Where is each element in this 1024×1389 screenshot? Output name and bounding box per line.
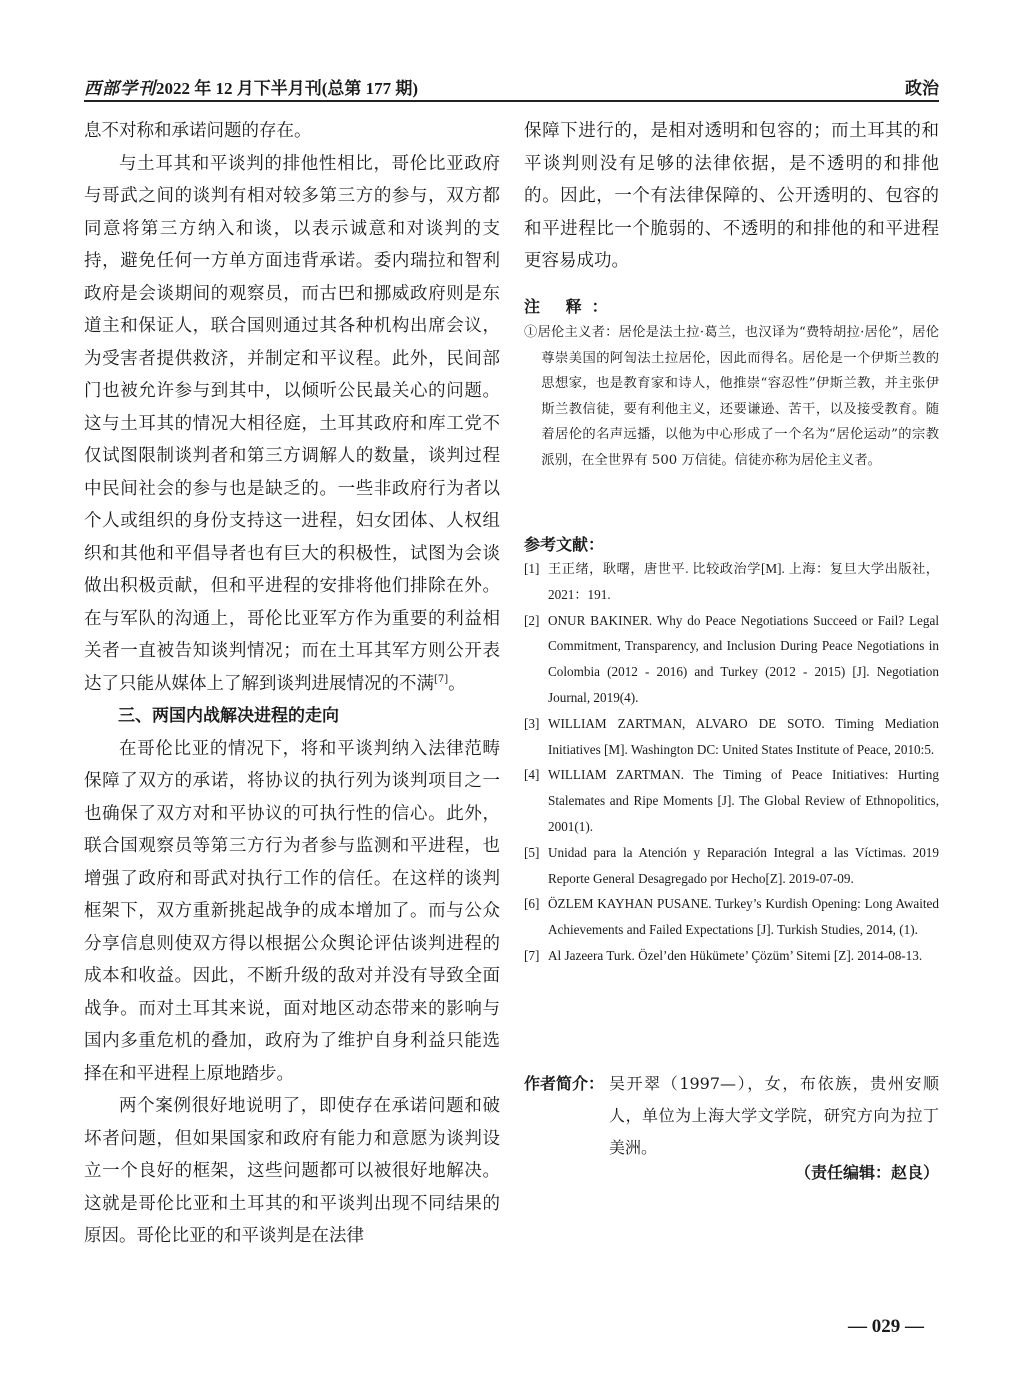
paragraph: 保障下进行的，是相对透明和包容的；而土耳其的和平谈判则没有足够的法律依据，是不透明的和排他的。因此，一个有法律保障的、公开透明的、包容的和平进程比一个脆弱的、不透明的和排他的和平进程更容易成功。 (524, 121, 939, 271)
citation[interactable]: [7] (434, 673, 449, 685)
paragraph-text: 与土耳其和平谈判的排他性相比，哥伦比亚政府与哥武之间的谈判有相对较多第三方的参与，双方都同意将第三方纳入和谈，以表示诚意和对谈判的支持，避免任何一方单方面违背承诺。委内瑞拉和智利政府是会谈期间的观察员，而古巴和挪威政府则是东道主和保证人，联合国则通过其各种机构出席会议，为受害者提供救济，并制定和平议程。此外，民间部门也被允许参与到其中，以倾听公民最关心的问题。这与土耳其的情况大相径庭，土耳其政府和库工党不仅试图限制谈判者和第三方调解人的数量，谈判过程中民间社会的参与也是缺乏的。一些非政府行为者以个人或组织的身份支持这一进程，妇女团体、人权组织和其他和平倡导者也有巨大的积极性，试图为会谈做出积极贡献，但和平进程的安排将他们排除在外。在与军队的沟通上，哥伦比亚军方作为重要的利益相关者一直被告知谈判情况；而在土耳其军方则公开表达了只能从媒体上了解到谈判进展情况的不满 (84, 153, 500, 694)
header-journal-info (84, 74, 418, 99)
left-column (84, 115, 500, 1253)
reference-number: [4] (524, 767, 540, 783)
reference-number: [1] (524, 561, 540, 576)
author-bio-text: 吴开翠（1997—），女，布依族，贵州安顺人，单位为上海大学文学院，研究方向为拉丁美洲。 (609, 1074, 939, 1157)
references-heading: 参考文献： (524, 535, 605, 554)
section-heading: 三、两国内战解决进程的走向 (118, 706, 339, 726)
reference-text: WILLIAM ZARTMAN, ALVARO DE SOTO. Timing Mediation Initiatives [M]. Washington DC: United States Institute of Peace, 2010:5. (548, 715, 939, 757)
notes-heading: 注 释： (524, 297, 618, 316)
reference-text: Unidad para la Atención y Reparación Integral a las Víctimas. 2019 Reporte General Desagregado por Hecho[Z]. 2019-07-09. (548, 844, 939, 886)
reference-item (524, 943, 939, 969)
paragraph (84, 148, 500, 701)
note-item: ①居伦主义者：居伦是法土拉·葛兰，也汉译为“费特胡拉·居伦”，居伦尊崇美国的阿訇法土拉居伦，因此而得名。居伦是一个伊斯兰教的思想家，也是教育家和诗人，他推崇“容忍性”伊斯兰教，并主张伊斯兰教信徒，要有利他主义，还要谦逊、苦干，以及接受教育。随着居伦的名声远播，以他为中心形成了一个名为“居伦运动”的宗教派别，在全世界有 500 万信徒。信徒亦称为居伦主义者。 (524, 325, 939, 468)
references-list (524, 556, 939, 969)
author-bio-label: 作者简介： (524, 1074, 605, 1093)
paragraph: 息不对称和承诺问题的存在。 (84, 121, 312, 141)
right-column (524, 115, 939, 278)
notes-section (524, 320, 939, 473)
reference-text: WILLIAM ZARTMAN. The Timing of Peace Initiatives: Hurting Stalemates and Ripe Moments [J]. The Global Review of Ethnopolitics, 2001(1). (548, 767, 939, 834)
reference-item (524, 556, 939, 608)
paragraph: 在哥伦比亚的情况下，将和平谈判纳入法律范畴保障了双方的承诺，将协议的执行列为谈判项目之一也确保了双方对和平协议的可执行性的信心。此外，联合国观察员等第三方行为者参与监测和平进程，也增强了政府和哥武对执行工作的信任。在这样的谈判框架下，双方重新挑起战争的成本增加了。而与公众分享信息则使双方得以根据公众舆论评估谈判进程的成本和收益。因此，不断升级的敌对并没有导致全面战争。而对土耳其来说，面对地区动态带来的影响与国内多重危机的叠加，政府为了维护自身利益只能选择在和平进程上原地踏步。 (84, 738, 500, 1084)
reference-item (524, 840, 939, 892)
header-divider (84, 100, 939, 102)
reference-number: [3] (524, 715, 540, 731)
reference-item (524, 891, 939, 943)
running-header (84, 72, 939, 102)
journal-logo: 西部学刊 (84, 79, 156, 99)
reference-number: [6] (524, 896, 540, 912)
reference-text: ÖZLEM KAYHAN PUSANE. Turkey’s Kurdish Opening: Long Awaited Achievements and Failed Expectations [J]. Turkish Studies, 2014, (1). (548, 896, 939, 938)
author-bio (524, 1068, 939, 1164)
reference-number: [7] (524, 947, 540, 963)
page-number: — 029 — (848, 1316, 924, 1337)
reference-item (524, 608, 939, 711)
issue-info: 2022 年 12 月下半月刊(总第 177 期) (156, 79, 419, 98)
responsible-editor: （责任编辑：赵良） (794, 1163, 939, 1182)
reference-number: [2] (524, 612, 540, 628)
reference-item (524, 762, 939, 839)
reference-text: Al Jazeera Turk. Özel’den Hükümete’ Çözüm’ Sitemi [Z]. 2014-08-13. (548, 947, 923, 963)
paragraph: 两个案例很好地说明了，即使存在承诺问题和破坏者问题，但如果国家和政府有能力和意愿为谈判设立一个良好的框架，这些问题都可以被很好地解决。这就是哥伦比亚和土耳其的和平谈判出现不同结果的原因。哥伦比亚的和平谈判是在法律 (84, 1096, 500, 1246)
reference-text: 王正绪，耿曙，唐世平. 比较政治学[M]. 上海：复旦大学出版社，2021：191. (548, 561, 939, 602)
reference-text: ONUR BAKINER. Why do Peace Negotiations Succeed or Fail? Legal Commitment, Transparency, and Inclusion During Peace Negotiations in Colombia (2012 - 2016) and Turkey (2012 - 2015) [J]. Negotiation Journal, 2019(4). (548, 612, 939, 705)
section-label: 政治 (905, 79, 939, 98)
paragraph-end: 。 (448, 673, 466, 694)
reference-number: [5] (524, 844, 540, 860)
reference-item (524, 711, 939, 763)
